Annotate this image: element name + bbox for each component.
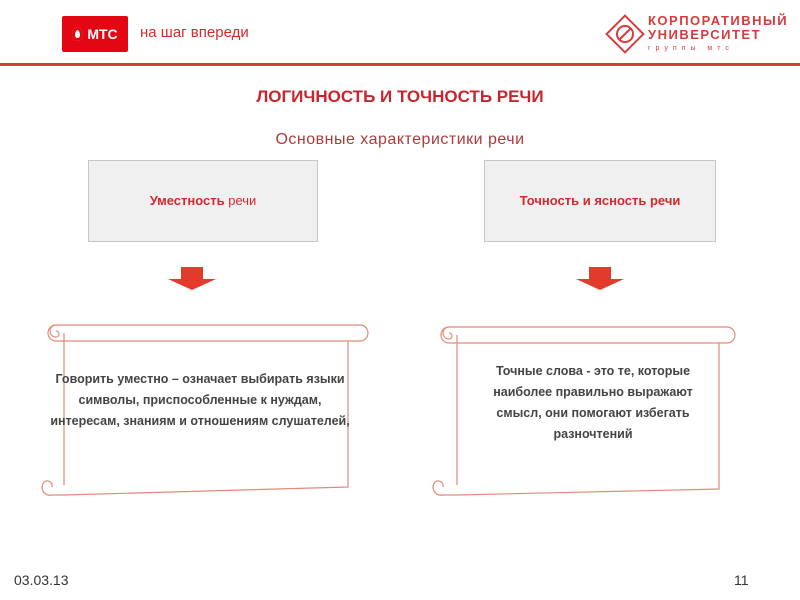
category-box-accuracy [484, 160, 716, 242]
university-name [648, 14, 788, 56]
appropriateness-definition: Говорить уместно – означает выбирать языки символы, приспособленные к нуждам, интересам, знаниям и отношениям слушателей, [50, 372, 350, 428]
scroll-accuracy [427, 317, 740, 500]
accuracy-label: Точность и ясность речи [519, 193, 681, 208]
slogan: на шаг впереди [140, 24, 249, 41]
university-logo-icon [603, 12, 647, 56]
university-line2: УНИВЕРСИТЕТ [648, 27, 762, 42]
mts-logo [62, 16, 128, 52]
scroll-appropriateness [36, 317, 372, 500]
accuracy-definition: Точные слова - это те, которые наиболее правильно выражают смысл, они помогают избегать разночтений [493, 364, 693, 441]
page-number: 11 [734, 572, 749, 588]
arrow-down-icon [166, 265, 218, 291]
slide-date: 03.03.13 [14, 572, 69, 588]
university-line1: КОРПОРАТИВНЫЙ [648, 13, 789, 28]
header-divider [0, 63, 800, 66]
category-box-appropriateness [88, 160, 318, 242]
mts-egg-icon [72, 27, 83, 41]
slide-subtitle: Основные характеристики речи [275, 131, 525, 148]
university-line3: группы мтс [648, 45, 734, 52]
brand-name: МТС [87, 26, 118, 42]
slide-title: ЛОГИЧНОСТЬ И ТОЧНОСТЬ РЕЧИ [256, 87, 544, 106]
appropriateness-bold: Уместность [149, 193, 225, 208]
appropriateness-normal: речи [224, 193, 257, 208]
arrow-down-icon [574, 265, 626, 291]
